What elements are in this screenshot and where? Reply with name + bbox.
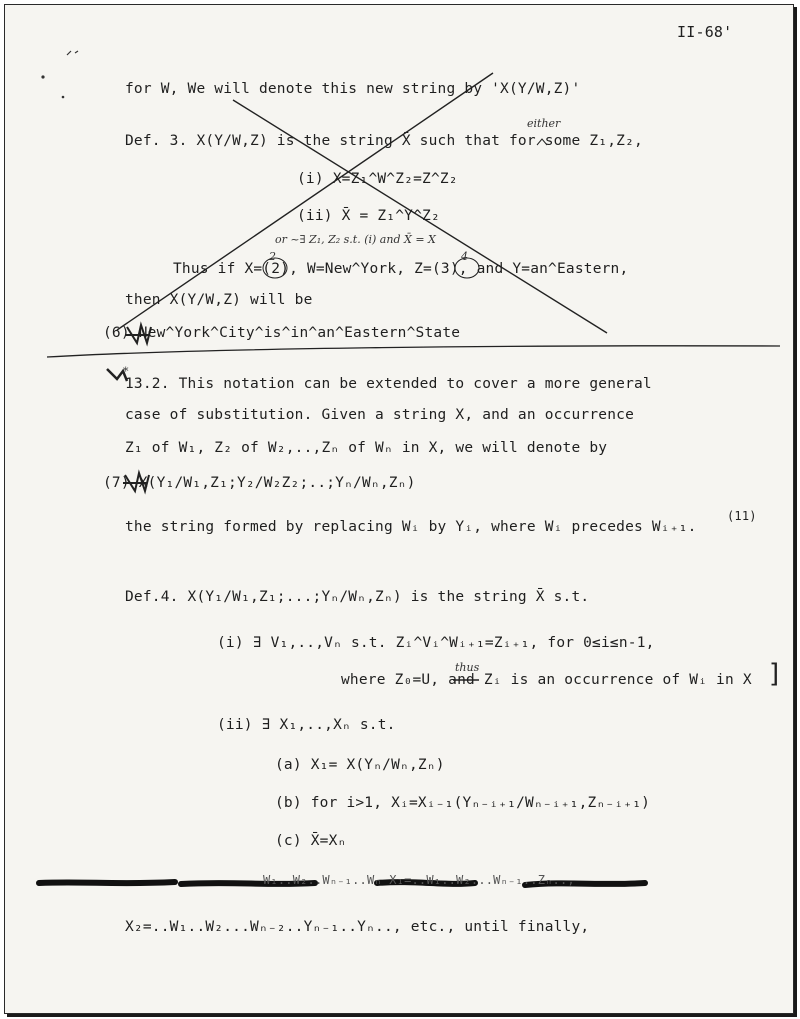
closing-bracket: ] xyxy=(769,659,780,689)
section-13-2-line: 13.2. This notation can be extended to cover a more general xyxy=(125,376,652,392)
text-line-1: for W, We will denote this new string by 'X(Y/W,Z)' xyxy=(125,81,581,97)
stray-dot-1 xyxy=(41,75,44,78)
stray-dot-2 xyxy=(62,96,65,99)
def4-clause-b: (b) for i>1, Xᵢ=Xᵢ₋₁(Yₙ₋ᵢ₊₁/Wₙ₋ᵢ₊₁,Zₙ₋ᵢ₊₁) xyxy=(275,795,651,811)
footnote-ref-11: (11) xyxy=(727,509,757,523)
thus-example-line: Thus if X=(2), W=New^York, Z=(3), and Y=an^Eastern, xyxy=(173,261,629,277)
text-line-occurrence: Z₁ of W₁, Z₂ of W₂,..,Zₙ of Wₙ in X, we will denote by xyxy=(125,440,608,456)
handwritten-star: * xyxy=(123,365,129,378)
stray-mark xyxy=(67,51,78,55)
def4-heading-line: Def.4. X(Y₁/W₁,Z₁;...;Yₙ/Wₙ,Zₙ) is the string X̄ s.t. xyxy=(125,589,590,605)
document-page xyxy=(4,4,794,1014)
def3-condition-i: (i) X=Z₁^W^Z₂=Z^Z₂ xyxy=(297,171,458,187)
formula-7-line: (7) X(Y₁/W₁,Z₁;Y₂/W₂Z₂;..;Yₙ/Wₙ,Zₙ) xyxy=(103,475,416,491)
handwritten-marks xyxy=(5,5,793,1013)
handwritten-2: 2 xyxy=(269,250,276,263)
def3-heading-line: Def. 3. X(Y/W,Z) is the string X̄ such that for some Z₁,Z₂, xyxy=(125,133,643,149)
page-number: II-68' xyxy=(677,23,733,41)
handwritten-or-note: or ~∃ Z₁, Z₂ s.t. (i) and X̄ = X xyxy=(275,233,436,246)
divider-rule xyxy=(47,346,780,357)
def4-clause-a: (a) X₁= X(Yₙ/Wₙ,Zₙ) xyxy=(275,757,445,773)
handwritten-either: either xyxy=(527,117,561,130)
example-6-line: (6) New^York^City^is^in^an^Eastern^State xyxy=(103,325,461,341)
def4-clause-c: (c) X̄=Xₙ xyxy=(275,833,347,849)
def4-where-line: where Z₀=U, and Zᵢ is an occurrence of Wᵢ in X xyxy=(341,672,752,688)
redacted-line: W₁..W₂..Wₙ₋₁..Wₙ X₁=..W₁..W₂...Wₙ₋₁..Zₙ.., xyxy=(263,873,575,887)
handwritten-4: 4 xyxy=(461,250,468,263)
def4-condition-ii: (ii) ∃ X₁,..,Xₙ s.t. xyxy=(217,717,396,733)
final-line: X₂=..W₁..W₂...Wₙ₋₂..Yₙ₋₁..Yₙ.., etc., until finally, xyxy=(125,919,590,935)
def3-condition-ii: (ii) X̄ = Z₁^Y^Z₂ xyxy=(297,208,440,224)
then-line: then X(Y/W,Z) will be xyxy=(125,292,313,308)
def4-condition-i: (i) ∃ V₁,..,Vₙ s.t. Zᵢ^Vᵢ^Wᵢ₊₁=Zᵢ₊₁, for 0≤i≤n-1, xyxy=(217,635,655,651)
text-line-replacing: the string formed by replacing Wᵢ by Yᵢ, where Wᵢ precedes Wᵢ₊₁. xyxy=(125,519,697,535)
text-line-case: case of substitution. Given a string X, and an occurrence xyxy=(125,407,634,423)
handwritten-thus: thus xyxy=(455,661,480,674)
